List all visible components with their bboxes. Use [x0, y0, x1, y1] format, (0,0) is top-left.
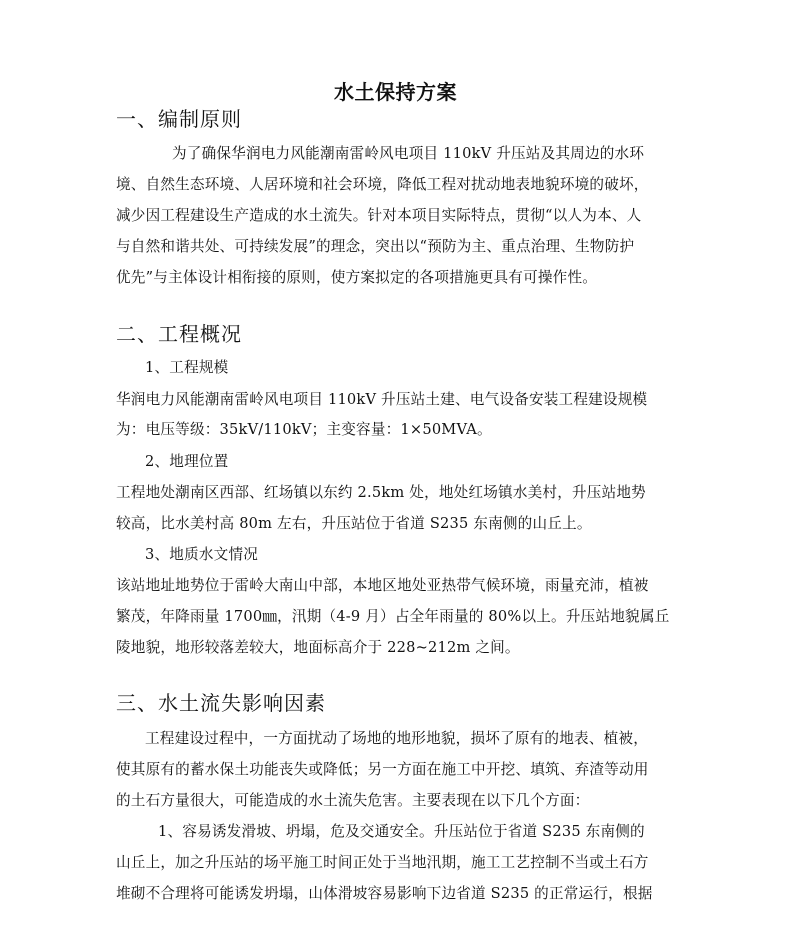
paragraph-line: 华润电力风能潮南雷岭风电项目 110kV 升压站土建、电气设备安装工程建设规模 [116, 391, 648, 408]
paragraph-line: 使其原有的蓄水保土功能丧失或降低；另一方面在施工中开挖、填筑、弃渣等动用 [116, 761, 649, 778]
list-item-line: 1、容易诱发滑坡、坍塌，危及交通安全。升压站位于省道 S235 东南侧的 [158, 823, 645, 840]
paragraph-line: 较高，比水美村高 80m 左右，升压站位于省道 S235 东南侧的山丘上。 [116, 515, 592, 532]
list-item-line: 山丘上，加之升压站的场平施工时间正处于当地汛期，施工工艺控制不当或土石方 [116, 854, 649, 871]
paragraph-line: 减少因工程建设生产造成的水土流失。针对本项目实际特点，贯彻“以人为本、人 [116, 207, 642, 224]
section-heading-overview: 二、工程概况 [116, 322, 242, 346]
paragraph-line: 的土石方量很大，可能造成的水土流失危害。主要表现在以下几个方面： [116, 792, 590, 809]
paragraph-line: 境、自然生态环境、人居环境和社会环境，降低工程对扰动地表地貌环境的破坏， [116, 176, 649, 193]
subsection-title-location: 2、地理位置 [145, 453, 229, 470]
paragraph-line: 优先”与主体设计相衔接的原则，使方案拟定的各项措施更具有可操作性。 [116, 269, 598, 286]
subsection-title-geology: 3、地质水文情况 [145, 546, 259, 563]
paragraph-line: 陵地貌，地形较落差较大，地面标高介于 228~212m 之间。 [116, 639, 520, 656]
paragraph-line: 该站地址地势位于雷岭大南山中部，本地区地处亚热带气候环境，雨量充沛，植被 [116, 577, 649, 594]
paragraph-line: 工程地处潮南区西部、红场镇以东约 2.5km 处，地处红场镇水美村，升压站地势 [116, 484, 646, 501]
subsection-title-scale: 1、工程规模 [145, 359, 229, 376]
paragraph-line: 为：电压等级：35kV/110kV；主变容量：1×50MVA。 [116, 421, 492, 438]
paragraph-line: 为了确保华润电力风能潮南雷岭风电项目 110kV 升压站及其周边的水环 [172, 145, 645, 162]
paragraph-line: 繁茂，年降雨量 1700㎜，汛期（4-9 月）占全年雨量的 80%以上。升压站地貌属丘 [116, 608, 670, 625]
paragraph-line: 与自然和谐共处、可持续发展”的理念，突出以“预防为主、重点治理、生物防护 [116, 238, 635, 255]
section-heading-principles: 一、编制原则 [116, 107, 242, 131]
paragraph-line: 工程建设过程中，一方面扰动了场地的地形地貌，损坏了原有的地表、植被， [145, 730, 648, 747]
document-title: 水土保持方案 [334, 80, 457, 104]
section-heading-erosion-factors: 三、水土流失影响因素 [116, 691, 326, 715]
list-item-line: 堆砌不合理将可能诱发坍塌，山体滑坡容易影响下边省道 S235 的正常运行，根据 [116, 885, 653, 902]
